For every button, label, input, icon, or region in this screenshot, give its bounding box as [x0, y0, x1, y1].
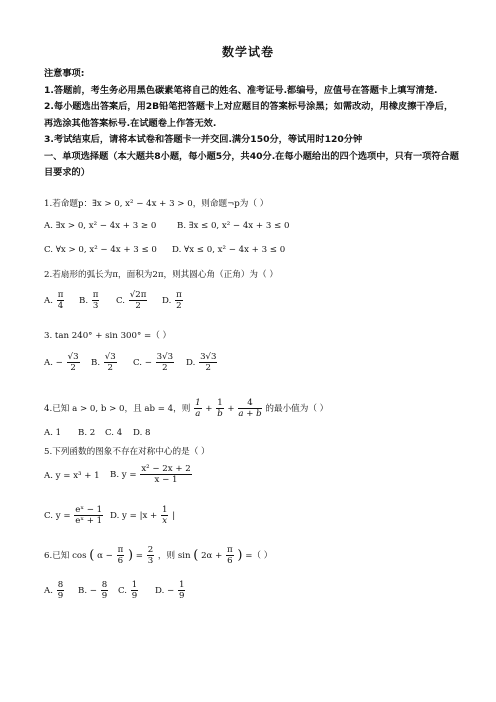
q6-lparen-1: ( — [89, 548, 95, 563]
q4-f1-den: a — [195, 409, 201, 419]
q6-v-num: 2 — [147, 545, 154, 555]
q6-c-label: C. — [118, 586, 128, 596]
q4-f3-den: a + b — [238, 409, 262, 419]
q6-d-label: D. − — [155, 586, 175, 596]
q2-a-fraction — [57, 290, 65, 311]
q5-d-pre: D. y = |x + — [110, 511, 158, 521]
q6-c-fraction — [131, 580, 138, 601]
q4-frac-2 — [216, 398, 223, 419]
q5-b-fraction — [140, 464, 191, 485]
q6-b-fraction — [101, 580, 108, 601]
q2-b-fraction — [92, 290, 100, 311]
q2-c-den: 2 — [135, 301, 141, 311]
q5-b-label: B. y = — [110, 470, 137, 480]
q5-b-den: x − 1 — [154, 475, 178, 485]
q2-d-label: D. — [162, 296, 172, 306]
q6-frac-2 — [226, 545, 234, 566]
q6-eq: = — [135, 551, 143, 561]
q3-stem: 3. tan 240° + sin 300° =（ ） — [44, 331, 172, 341]
q3-a-den: 2 — [70, 363, 76, 373]
q6-f2-num: π — [227, 545, 233, 555]
q3-d-num: 3√3 — [200, 352, 217, 362]
q6-option-c — [118, 580, 139, 601]
q4-f2-den: b — [217, 409, 223, 419]
q1-option-b: B. ∃x ≤ 0, x² − 4x + 3 ≤ 0 — [177, 221, 290, 231]
q2-a-num: π — [57, 290, 64, 300]
q6-v-den: 3 — [147, 556, 154, 566]
q2-stem: 2.若扇形的弧长为π，面积为2π，则其圆心角（正角）为（ ） — [44, 270, 278, 280]
q1-stem: 1.若命题p：∃x > 0, x² − 4x + 3 > 0，则命题¬p为（ ） — [44, 199, 269, 209]
q3-a-label: A. − — [44, 358, 63, 368]
q4-option-d: D. 8 — [133, 428, 151, 438]
q5-option-d — [110, 505, 175, 526]
q4-option-b: B. 2 — [78, 428, 96, 438]
q6-b-den: 9 — [101, 591, 108, 601]
q6-d-fraction — [178, 580, 185, 601]
q4-f2-num: 1 — [217, 398, 223, 408]
q6-b-label: B. − — [78, 586, 97, 596]
q4-plus-1: + — [205, 404, 213, 414]
q6-alpha-2: 2α + — [201, 551, 223, 561]
q6-c-den: 9 — [131, 591, 138, 601]
q2-d-fraction — [175, 290, 183, 311]
q4-f3-num: 4 — [238, 398, 261, 409]
q2-option-c — [116, 290, 148, 311]
q3-b-fraction — [104, 352, 117, 373]
q5-c-den: eˣ + 1 — [75, 516, 103, 526]
q4-option-c: C. 4 — [105, 428, 123, 438]
q6-a-den: 9 — [57, 591, 64, 601]
q6-option-d — [155, 580, 186, 601]
q1-option-a: A. ∃x > 0, x² − 4x + 3 ≥ 0 — [44, 221, 157, 231]
q5-stem: 5.下列函数的图象不存在对称中心的是（ ） — [44, 447, 210, 457]
notes-block — [44, 66, 460, 182]
q5-d-post: | — [172, 511, 176, 521]
q5-c-fraction — [74, 505, 103, 526]
q2-b-den: 3 — [92, 301, 99, 311]
q5-option-b — [110, 464, 193, 485]
q6-a-label: A. — [44, 586, 53, 596]
q2-option-d — [162, 290, 184, 311]
q3-c-fraction — [156, 352, 174, 373]
q4-stem — [44, 398, 328, 419]
q3-option-a — [44, 352, 81, 373]
q6-rparen-1: ) — [127, 548, 134, 563]
q3-c-num: 3√3 — [156, 352, 174, 362]
q2-a-label: A. — [44, 296, 53, 306]
q6-a-num: 8 — [57, 580, 64, 590]
q2-c-fraction — [129, 290, 148, 311]
q6-c-num: 1 — [131, 580, 138, 590]
q2-option-b — [79, 290, 100, 311]
q4-frac-1 — [194, 398, 201, 419]
q2-option-a — [44, 290, 65, 311]
q4-pre: 4.已知 a > 0, b > 0，且 ab = 4，则 — [44, 404, 191, 414]
q2-a-den: 4 — [57, 301, 64, 311]
q5-d-num: 1 — [161, 505, 168, 515]
q6-frac-1 — [117, 545, 125, 566]
q3-c-den: 2 — [162, 363, 168, 373]
q6-alpha-1: α − — [97, 551, 113, 561]
q2-b-num: π — [92, 290, 99, 300]
note-1: 1.答题前，考生务必用黑色碳素笔将自己的姓名、准考证号.都编号，应值号在答题卡上填写清楚. — [44, 84, 438, 96]
q3-a-fraction — [67, 352, 80, 373]
q3-d-fraction — [199, 352, 217, 373]
q2-d-num: π — [176, 290, 182, 300]
q2-d-den: 2 — [176, 301, 182, 311]
q6-b-num: 8 — [101, 580, 108, 590]
page-title: 数学试卷 — [221, 45, 274, 59]
q5-option-c — [44, 505, 104, 526]
q2-c-num: √2π — [129, 290, 147, 300]
q6-f2-den: 6 — [227, 556, 233, 566]
q3-b-num: √3 — [104, 352, 116, 362]
q4-option-a: A. 1 — [44, 428, 62, 438]
q3-a-num: √3 — [67, 352, 79, 362]
q3-option-c — [133, 352, 175, 373]
q3-option-d — [186, 352, 218, 373]
q3-d-label: D. — [186, 358, 196, 368]
q2-b-label: B. — [79, 296, 89, 306]
q5-c-num: eˣ − 1 — [75, 505, 103, 515]
q4-post: 的最小值为（ ） — [265, 404, 329, 414]
q1-option-d: D. ∀x ≤ 0, x² − 4x + 3 ≤ 0 — [172, 245, 286, 255]
q6-mid: ，则 sin — [157, 551, 191, 561]
note-3: 3.考试结束后，请将本试卷和答题卡一并交回.满分150分，等试用时120分钟 — [44, 134, 363, 145]
q6-stem — [44, 545, 272, 566]
q6-rparen-2: ) — [237, 548, 243, 563]
q2-c-label: C. — [116, 296, 126, 306]
q3-d-den: 2 — [205, 363, 211, 373]
q3-b-label: B. — [91, 358, 101, 368]
q6-pre: 6.已知 cos — [44, 551, 87, 561]
q6-d-num: 1 — [178, 580, 185, 590]
q6-d-den: 9 — [178, 591, 185, 601]
q5-d-den: x — [162, 516, 168, 526]
q6-option-b — [78, 580, 109, 601]
q5-option-a: A. y = x³ + 1 — [44, 471, 100, 481]
q6-post: =（ ） — [245, 551, 273, 561]
q3-b-den: 2 — [107, 363, 113, 373]
q4-frac-3 — [238, 398, 261, 419]
q6-f1-den: 6 — [117, 556, 124, 566]
q3-option-b — [91, 352, 118, 373]
note-2: 2.每小题选出答案后，用2B铅笔把答题卡上对应题目的答案标号涂黑；如需改动，用橡皮擦干净后，再选涂其他答案标号.在试题卷上作答无效. — [44, 101, 454, 129]
q1-option-c: C. ∀x > 0, x² − 4x + 3 ≤ 0 — [44, 245, 157, 255]
notes-heading: 注意事项: — [44, 68, 85, 79]
q5-d-fraction — [161, 505, 168, 526]
q3-c-label: C. − — [133, 358, 152, 368]
q6-option-a — [44, 580, 65, 601]
q5-c-label: C. y = — [44, 511, 71, 521]
section-heading: 一、单项选择题（本大题共8小题，每小题5分，共40分.在每小题给出的四个选项中，只有一项符合题目要求的） — [44, 150, 459, 178]
q6-a-fraction — [57, 580, 64, 601]
q4-f1-num: 1 — [195, 398, 201, 408]
q4-plus-2: + — [227, 404, 235, 414]
q6-f1-num: π — [117, 545, 124, 555]
q5-b-num: x² − 2x + 2 — [141, 464, 191, 474]
q6-value-fraction — [147, 545, 154, 566]
q6-lparen-2: ( — [193, 548, 199, 563]
